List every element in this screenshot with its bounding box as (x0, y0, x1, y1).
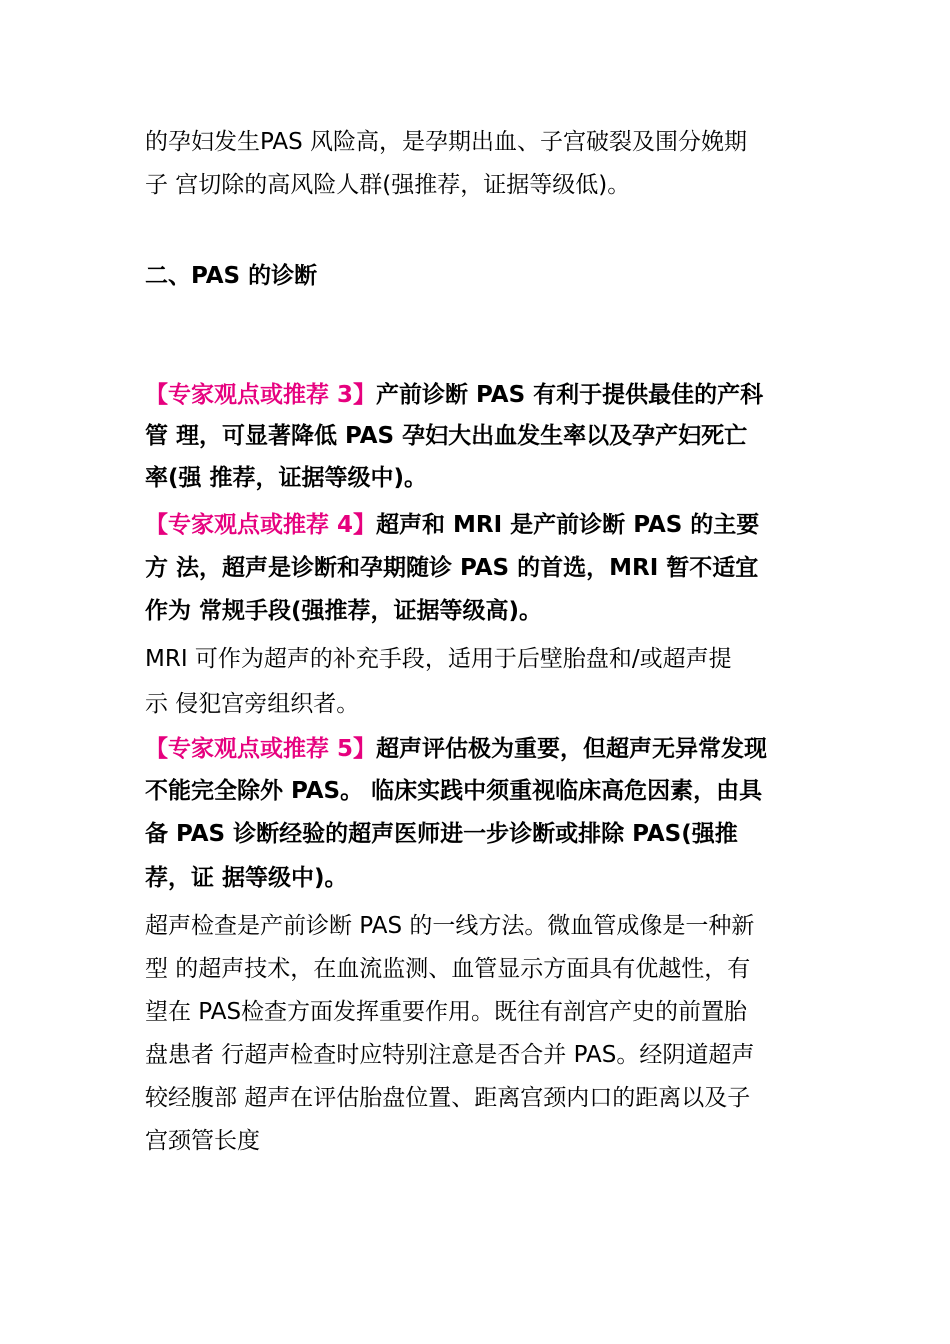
rec4-line-3: 作为 常规手段(强推荐，证据等级高)。 (145, 598, 543, 624)
body-line-3: 望在 PAS检查方面发挥重要作用。既往有剖宫产史的前置胎 (145, 999, 748, 1025)
rec5-tag: 【专家观点或推荐 5】 (145, 736, 377, 762)
rec4-text-1: 超声和 MRI 是产前诊断 PAS 的主要 (376, 512, 760, 538)
rec4-tag: 【专家观点或推荐 4】 (145, 512, 377, 538)
body-line-5: 较经腹部 超声在评估胎盘位置、距离宫颈内口的距离以及子 (145, 1085, 751, 1111)
intro-line-1: 的孕妇发生PAS 风险高，是孕期出血、子宫破裂及围分娩期 (145, 129, 748, 155)
rec4-line-1 (145, 510, 759, 540)
rec3-tag: 【专家观点或推荐 3】 (145, 382, 377, 408)
rec3-line-3: 率(强 推荐，证据等级中)。 (145, 465, 428, 491)
rec3-line-1 (145, 380, 763, 410)
rec5-line-3: 备 PAS 诊断经验的超声医师进一步诊断或排除 PAS(强推 (145, 821, 738, 847)
body-line-6: 宫颈管长度 (145, 1128, 260, 1154)
body-line-4: 盘患者 行超声检查时应特别注意是否合并 PAS。经阴道超声 (145, 1042, 755, 1068)
rec5-line-4: 荐，证 据等级中)。 (145, 865, 348, 891)
rec3-line-2: 管 理，可显著降低 PAS 孕妇大出血发生率以及孕产妇死亡 (145, 423, 748, 449)
rec3-text-1: 产前诊断 PAS 有利于提供最佳的产科 (376, 382, 764, 408)
body-line-2: 型 的超声技术，在血流监测、血管显示方面具有优越性，有 (145, 956, 751, 982)
rec4-line-2: 方 法，超声是诊断和孕期随诊 PAS 的首选，MRI 暂不适宜 (145, 555, 759, 581)
rec5-line-1 (145, 734, 767, 764)
section-heading: 二、PAS 的诊断 (145, 263, 318, 289)
intro-line-2: 子 宫切除的高风险人群(强推荐，证据等级低)。 (145, 172, 631, 198)
mri-note-line-1: MRI 可作为超声的补充手段，适用于后壁胎盘和/或超声提 (145, 646, 732, 672)
rec5-text-1: 超声评估极为重要，但超声无异常发现 (376, 736, 768, 762)
rec5-line-2: 不能完全除外 PAS。 临床实践中须重视临床高危因素，由具 (145, 778, 763, 804)
body-line-1: 超声检查是产前诊断 PAS 的一线方法。微血管成像是一种新 (145, 913, 755, 939)
mri-note-line-2: 示 侵犯宫旁组织者。 (145, 691, 360, 717)
